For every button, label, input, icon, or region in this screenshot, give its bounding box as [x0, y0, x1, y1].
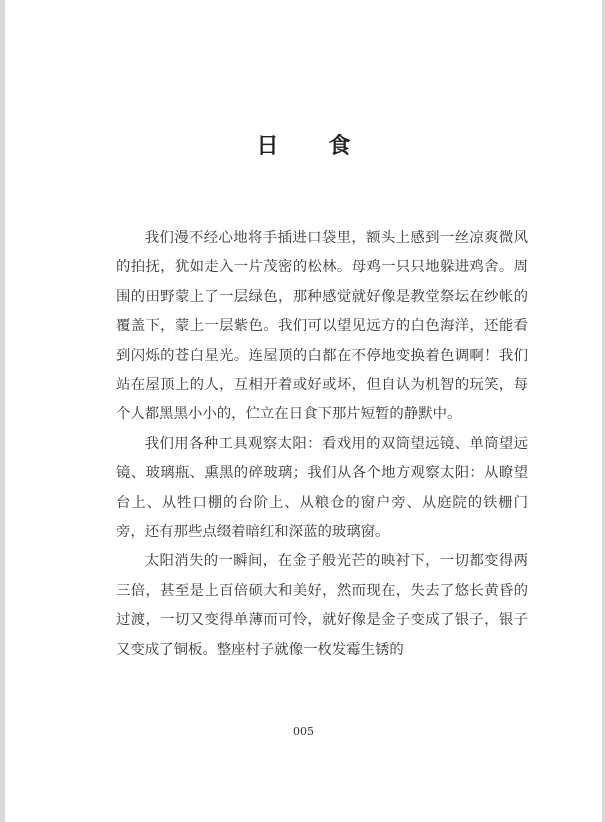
paragraph: 我们用各种工具观察太阳：看戏用的双筒望远镜、单筒望远镜、玻璃瓶、熏黑的碎玻璃；我们从各个地方观察太阳：从瞭望台上、从牲口棚的台阶上、从粮仓的窗户旁、从庭院的铁栅门旁，还有那些点缀着暗红和深蓝的玻璃窗。 — [116, 435, 528, 541]
paragraph: 我们漫不经心地将手插进口袋里，额头上感到一丝凉爽微风的拍抚，犹如走入一片茂密的松林。母鸡一只只地躲进鸡舍。周围的田野蒙上了一层绿色，那种感觉就好像是教堂祭坛在纱帐的覆盖下，蒙上一层紫色。我们可以望见远方的白色海洋，还能看到闪烁的苍白星光。连屋顶的白都在不停地变换着色调啊！我们站在屋顶上的人，互相开着或好或坏，但自认为机智的玩笑，每个人都黑黑小小的，伫立在日食下那片短暂的静默中。 — [116, 230, 528, 423]
chapter-body — [116, 224, 528, 665]
paragraph: 太阳消失的一瞬间，在金子般光芒的映衬下，一切都变得两三倍，甚至是上百倍硕大和美好，然而现在，失去了悠长黄昏的过渡，一切又变得单薄而可怜，就好像是金子变成了银子，银子又变成了铜板。整座村子就像一枚发霉生锈的 — [116, 553, 528, 658]
book-page — [5, 0, 602, 822]
page-number: 005 — [293, 725, 314, 738]
chapter-title: 日 食 — [256, 133, 365, 159]
